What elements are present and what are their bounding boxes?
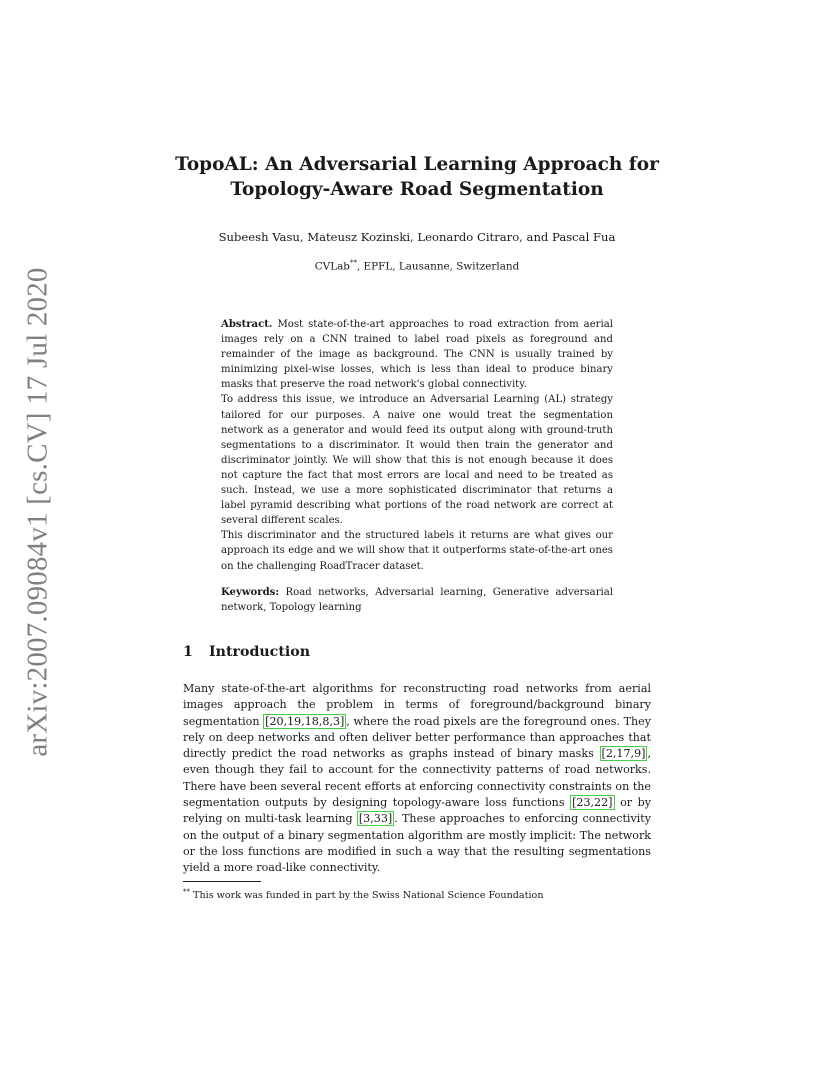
intro-text-2: , where the road pixels are the foreground ones. They rely on deep networks and often deliver better performance than approaches that directly predict the road networks as graphs instead of binary masks (183, 714, 651, 761)
introduction-body (183, 681, 651, 877)
abstract-label: Abstract. (221, 319, 273, 330)
footnote-mark: ** (183, 888, 190, 896)
intro-text-3: , even though they fail to account for the connectivity patterns of road networks. There have been several recent efforts at enforcing connectivity constraints on the segmentation outputs by designing topology-aware loss functions (183, 747, 651, 810)
abstract-text-1: Most state-of-the-art approaches to road extraction from aerial images rely on a CNN trained to label road pixels as foreground and remainder of the image as background. The CNN is usually trained by minimizing pixel-wise losses, which is less than ideal to produce binary masks that preserve the road network's global connectivity. (221, 319, 613, 391)
citation-link[interactable]: [20,19,18,8,3] (265, 714, 345, 728)
section-heading-introduction (183, 644, 310, 660)
paper-title (150, 152, 684, 202)
abstract-paragraph-1 (221, 317, 613, 392)
affiliation (150, 259, 684, 272)
footnote-rule (183, 881, 261, 882)
introduction-paragraph (183, 681, 651, 877)
intro-text-1: Many state-of-the-art algorithms for reconstructing road networks from aerial images approach the problem in terms of foreground/background binary segmentation (183, 682, 651, 728)
intro-text-4: or by relying on multi-task learning (183, 796, 651, 826)
title-line-2: Topology-Aware Road Segmentation (230, 179, 604, 200)
abstract-paragraph-2: To address this issue, we introduce an Adversarial Learning (AL) strategy tailored for our purposes. A naive one would treat the segmentation network as a generator and would feed its output along with ground-truth segmentations to a discriminator. It would then train the generator and discriminator jointly. We will show that this is not enough because it does not capture the fact that most errors are local and need to be treated as such. Instead, we use a more sophisticated discriminator that returns a label pyramid describing what portions of the road network are correct at several different scales. (221, 394, 613, 527)
affiliation-rest: , EPFL, Lausanne, Switzerland (356, 260, 520, 273)
footnote-text: This work was funded in part by the Swiss National Science Foundation (190, 890, 544, 902)
arxiv-stamp-text: arXiv:2007.09084v1 [cs.CV] 17 Jul 2020 (21, 267, 54, 757)
keywords (221, 585, 613, 615)
section-number: 1 (183, 644, 193, 660)
affiliation-lab: CVLab (314, 260, 350, 273)
author-list: Subeesh Vasu, Mateusz Kozinski, Leonardo Citraro, and Pascal Fua (218, 230, 616, 244)
title-line-1: TopoAL: An Adversarial Learning Approach for (175, 154, 659, 175)
affiliation-footnote-mark: ** (349, 259, 357, 267)
abstract-paragraph-3: This discriminator and the structured labels it returns are what gives our approach its edge and we will show that it outperforms state-of-the-art ones on the challenging RoadTracer dataset. (221, 530, 613, 572)
keywords-text: Road networks, Adversarial learning, Generative adversarial network, Topology learning (221, 587, 613, 614)
funding-footnote (183, 885, 651, 903)
citation-link[interactable]: [23,22] (572, 796, 613, 810)
section-title: Introduction (209, 644, 311, 660)
keywords-label: Keywords: (221, 587, 280, 598)
intro-text-5: . These approaches to enforcing connectivity on the output of a binary segmentation algorithm are mostly implicit: The network or the loss functions are modified in such a way that the resulting segmentations yield a more road-like connectivity. (183, 812, 651, 875)
citation-link[interactable]: [3,33] (358, 812, 393, 826)
citation-link[interactable]: [2,17,9] (601, 747, 646, 761)
abstract (221, 317, 613, 574)
